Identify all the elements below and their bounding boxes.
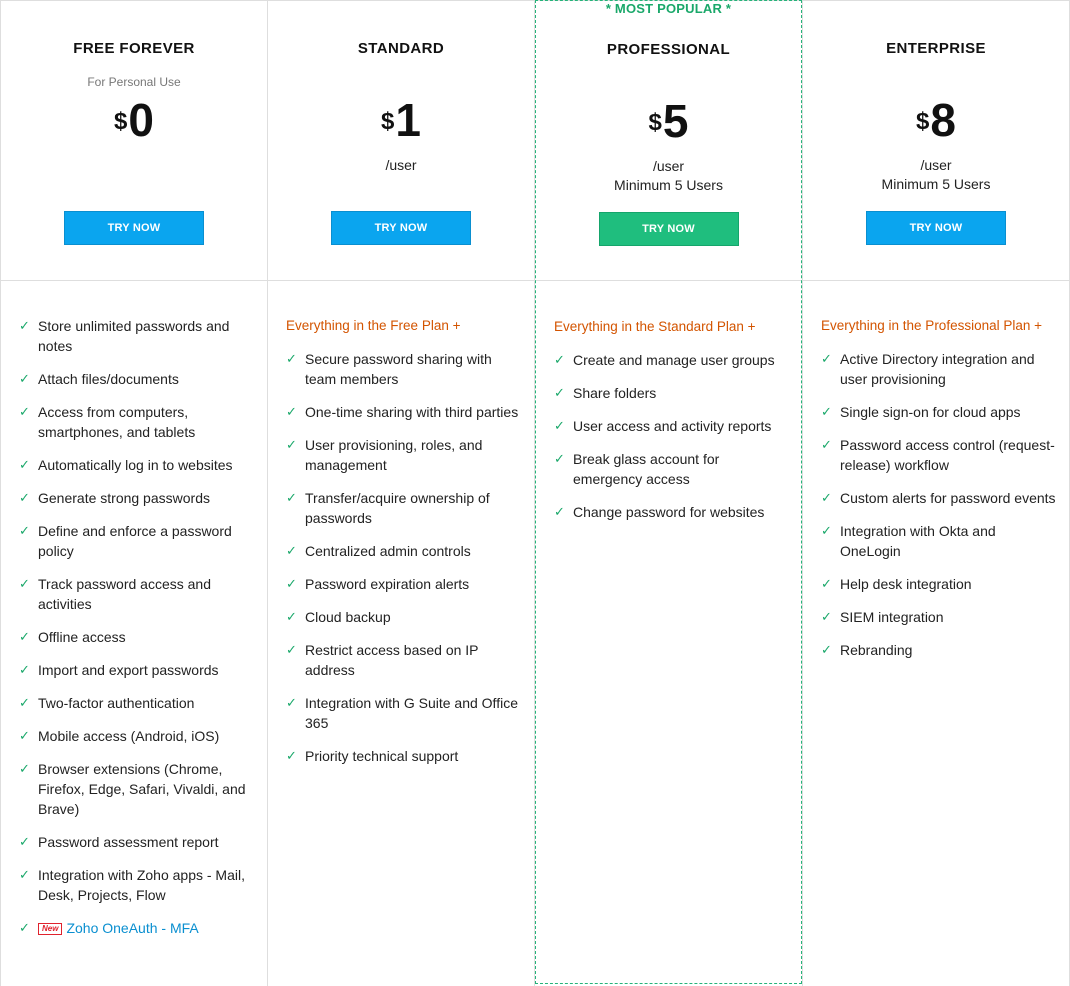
price-unit xyxy=(268,156,534,175)
plan-name: PROFESSIONAL xyxy=(606,41,731,58)
feature-text: Password access control (request-release) workflow xyxy=(840,437,1055,473)
feature-item xyxy=(554,416,789,436)
checkmark-icon: ✓ xyxy=(821,523,832,538)
feature-item xyxy=(286,435,522,475)
feature-item xyxy=(821,349,1057,389)
checkmark-icon: ✓ xyxy=(286,642,297,657)
plan-professional xyxy=(535,0,802,984)
currency-symbol: $ xyxy=(916,108,930,135)
feature-item xyxy=(554,350,789,370)
feature-text: Browser extensions (Chrome, Firefox, Edge, Safari, Vivaldi, and Brave) xyxy=(38,761,246,817)
checkmark-icon: ✓ xyxy=(286,748,297,763)
feature-text: Password expiration alerts xyxy=(305,576,470,592)
feature-text: Define and enforce a password policy xyxy=(38,523,232,559)
feature-text: Rebranding xyxy=(840,642,913,658)
feature-item xyxy=(821,435,1057,475)
feature-item xyxy=(19,455,255,475)
feature-item xyxy=(286,693,522,733)
feature-text: Centralized admin controls xyxy=(305,543,471,559)
checkmark-icon: ✓ xyxy=(286,543,297,558)
checkmark-icon: ✓ xyxy=(554,385,565,400)
per-user: /user xyxy=(652,158,685,174)
price-unit xyxy=(536,157,801,195)
feature-list xyxy=(19,316,255,951)
feature-item xyxy=(19,693,255,713)
plan-standard xyxy=(268,0,535,986)
feature-item xyxy=(821,402,1057,422)
plan-price xyxy=(803,94,1069,146)
zoho-oneauth-link[interactable]: Zoho OneAuth - MFA xyxy=(66,920,199,936)
feature-item xyxy=(19,402,255,442)
currency-symbol: $ xyxy=(648,109,662,136)
price-value: 8 xyxy=(930,94,956,146)
checkmark-icon: ✓ xyxy=(554,352,565,367)
price-value: 5 xyxy=(662,95,689,147)
feature-text: Secure password sharing with team members xyxy=(305,351,492,387)
feature-item xyxy=(286,574,522,594)
checkmark-icon: ✓ xyxy=(19,629,30,644)
checkmark-icon: ✓ xyxy=(554,504,565,519)
checkmark-icon: ✓ xyxy=(821,642,832,657)
feature-item xyxy=(19,627,255,647)
checkmark-icon: ✓ xyxy=(286,576,297,591)
feature-text: User access and activity reports xyxy=(573,418,772,434)
feature-text: Track password access and activities xyxy=(38,576,211,612)
try-now-button-enterprise[interactable]: TRY NOW xyxy=(866,211,1006,245)
price-value: 1 xyxy=(395,94,421,146)
most-popular-badge: * MOST POPULAR * xyxy=(605,1,732,16)
feature-item xyxy=(821,521,1057,561)
plan-name: ENTERPRISE xyxy=(886,40,986,57)
feature-text: Offline access xyxy=(38,629,126,645)
checkmark-icon: ✓ xyxy=(19,523,30,538)
checkmark-icon: ✓ xyxy=(286,351,297,366)
feature-item xyxy=(19,574,255,614)
checkmark-icon: ✓ xyxy=(19,867,30,882)
checkmark-icon: ✓ xyxy=(19,318,30,333)
feature-item xyxy=(286,349,522,389)
checkmark-icon: ✓ xyxy=(19,404,30,419)
feature-item xyxy=(821,607,1057,627)
per-user: /user xyxy=(385,157,417,173)
checkmark-icon: ✓ xyxy=(286,609,297,624)
checkmark-icon: ✓ xyxy=(19,728,30,743)
feature-item xyxy=(19,488,255,508)
feature-text: Help desk integration xyxy=(840,576,972,592)
feature-text: One-time sharing with third parties xyxy=(305,404,519,420)
feature-text: Priority technical support xyxy=(305,748,459,764)
checkmark-icon: ✓ xyxy=(19,371,30,386)
feature-text: Import and export passwords xyxy=(38,662,219,678)
plan-enterprise xyxy=(802,0,1070,986)
minimum-users: Minimum 5 Users xyxy=(881,176,991,192)
minimum-users: Minimum 5 Users xyxy=(614,177,723,193)
feature-item xyxy=(554,383,789,403)
plan-price xyxy=(536,95,801,147)
feature-item xyxy=(19,316,255,356)
feature-text: Create and manage user groups xyxy=(573,352,775,368)
checkmark-icon: ✓ xyxy=(19,490,30,505)
feature-item xyxy=(554,502,789,522)
checkmark-icon: ✓ xyxy=(19,662,30,677)
checkmark-icon: ✓ xyxy=(554,418,565,433)
feature-text: Change password for websites xyxy=(573,504,765,520)
feature-text: Break glass account for emergency access xyxy=(573,451,720,487)
feature-item-new[interactable] xyxy=(19,918,255,938)
checkmark-icon: ✓ xyxy=(821,576,832,591)
checkmark-icon: ✓ xyxy=(821,490,832,505)
checkmark-icon: ✓ xyxy=(19,457,30,472)
feature-text: Integration with Zoho apps - Mail, Desk, Projects, Flow xyxy=(38,867,245,903)
feature-item xyxy=(19,832,255,852)
plan-price xyxy=(1,94,267,146)
checkmark-icon: ✓ xyxy=(19,576,30,591)
feature-item xyxy=(821,640,1057,660)
feature-text: SIEM integration xyxy=(840,609,944,625)
feature-text: Generate strong passwords xyxy=(38,490,210,506)
feature-text: Single sign-on for cloud apps xyxy=(840,404,1021,420)
checkmark-icon: ✓ xyxy=(286,695,297,710)
price-value: 0 xyxy=(128,94,154,146)
feature-text: User provisioning, roles, and management xyxy=(305,437,483,473)
checkmark-icon: ✓ xyxy=(821,404,832,419)
feature-item xyxy=(19,660,255,680)
checkmark-icon: ✓ xyxy=(286,490,297,505)
plan-includes-heading: Everything in the Free Plan + xyxy=(286,318,461,333)
feature-item xyxy=(554,449,789,489)
feature-list xyxy=(821,316,1057,673)
plan-price xyxy=(268,94,534,146)
try-now-button-free[interactable]: TRY NOW xyxy=(64,211,204,245)
feature-item xyxy=(286,746,522,766)
checkmark-icon: ✓ xyxy=(19,920,30,935)
checkmark-icon: ✓ xyxy=(554,451,565,466)
feature-item xyxy=(286,640,522,680)
checkmark-icon: ✓ xyxy=(821,437,832,452)
plan-includes-heading: Everything in the Standard Plan + xyxy=(554,319,756,334)
feature-item xyxy=(821,488,1057,508)
new-badge: New xyxy=(38,923,62,935)
feature-item xyxy=(19,759,255,819)
feature-text: Integration with Okta and OneLogin xyxy=(840,523,996,559)
price-unit xyxy=(803,156,1069,194)
plan-name: STANDARD xyxy=(357,40,445,57)
feature-item xyxy=(19,369,255,389)
checkmark-icon: ✓ xyxy=(821,609,832,624)
feature-item xyxy=(821,574,1057,594)
currency-symbol: $ xyxy=(114,108,128,135)
try-now-button-professional[interactable]: TRY NOW xyxy=(599,212,739,246)
feature-text: Integration with G Suite and Office 365 xyxy=(305,695,518,731)
feature-item xyxy=(19,726,255,746)
try-now-button-standard[interactable]: TRY NOW xyxy=(331,211,471,245)
checkmark-icon: ✓ xyxy=(286,437,297,452)
per-user: /user xyxy=(920,157,952,173)
plan-subtitle: For Personal Use xyxy=(87,75,181,89)
feature-item xyxy=(286,607,522,627)
feature-item xyxy=(286,541,522,561)
checkmark-icon: ✓ xyxy=(286,404,297,419)
feature-item xyxy=(19,865,255,905)
feature-item xyxy=(286,488,522,528)
feature-text: Two-factor authentication xyxy=(38,695,195,711)
checkmark-icon: ✓ xyxy=(821,351,832,366)
feature-text: Store unlimited passwords and notes xyxy=(38,318,230,354)
plan-free-forever xyxy=(0,0,268,986)
feature-list xyxy=(554,317,789,535)
feature-text: Automatically log in to websites xyxy=(38,457,233,473)
checkmark-icon: ✓ xyxy=(19,695,30,710)
checkmark-icon: ✓ xyxy=(19,834,30,849)
feature-text: Restrict access based on IP address xyxy=(305,642,479,678)
feature-text: Password assessment report xyxy=(38,834,219,850)
plan-name: FREE FOREVER xyxy=(73,40,195,57)
feature-list xyxy=(286,316,522,779)
feature-text: Mobile access (Android, iOS) xyxy=(38,728,220,744)
feature-text: Attach files/documents xyxy=(38,371,179,387)
feature-text: Share folders xyxy=(573,385,657,401)
feature-text: Transfer/acquire ownership of passwords xyxy=(305,490,490,526)
feature-text: Cloud backup xyxy=(305,609,391,625)
currency-symbol: $ xyxy=(381,108,395,135)
plan-includes-heading: Everything in the Professional Plan + xyxy=(821,318,1043,333)
checkmark-icon: ✓ xyxy=(19,761,30,776)
feature-item xyxy=(286,402,522,422)
feature-text: Custom alerts for password events xyxy=(840,490,1056,506)
feature-item xyxy=(19,521,255,561)
feature-text: Active Directory integration and user provisioning xyxy=(840,351,1035,387)
feature-text: Access from computers, smartphones, and tablets xyxy=(38,404,196,440)
